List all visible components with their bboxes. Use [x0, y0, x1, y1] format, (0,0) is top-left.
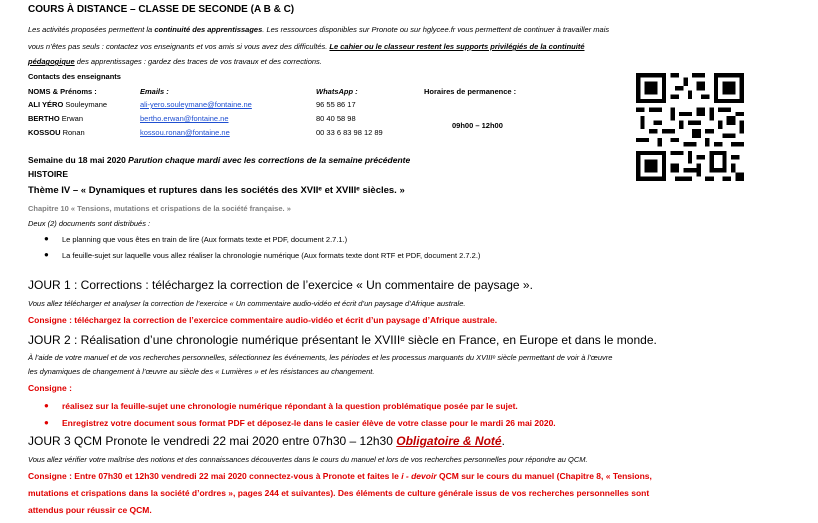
jour3-description: Vous allez vérifier votre maîtrise des notions et des connaissances découvertes dans le cours du manuel et lors de vos recherches personnelles pour répondre au QCM. [28, 455, 588, 464]
teacher-firstname: Erwan [59, 114, 84, 123]
teacher-email-link[interactable]: kossou.ronan@fontaine.ne [140, 128, 230, 137]
header-whatsapp: WhatsApp : [316, 87, 358, 96]
bullet-icon: ● [44, 418, 49, 427]
jour3-heading-text: JOUR 3 QCM Pronote le vendredi 22 mai 2020 entre 07h30 – 12h30 [28, 434, 397, 448]
jour2-consigne-item: réalisez sur la feuille-sujet une chronologie numérique répondant à la question problématique posée par le sujet. [62, 401, 518, 411]
header-names: NOMS & Prénoms : [28, 87, 97, 96]
intro-emphasis: continuité des apprentissages [154, 25, 263, 34]
teacher-name [28, 114, 83, 123]
qr-code-icon[interactable] [636, 73, 744, 181]
jour3-consigne-text: QCM sur le cours du manuel (Chapitre 8, « Tensions, [436, 471, 652, 481]
bullet-icon: ● [44, 234, 49, 243]
intro-emphasis: Le cahier ou le classeur restent les supports privilégiés de la continuité [329, 42, 585, 51]
subject-heading: HISTOIRE [28, 169, 68, 179]
theme-title: Thème IV – « Dynamiques et ruptures dans les sociétés des XVIIᵉ et XVIIIᵉ siècles. » [28, 185, 405, 196]
teacher-email-link[interactable]: bertho.erwan@fontaine.ne [140, 114, 229, 123]
intro-text: des apprentissages : gardez des traces de vos travaux et des corrections. [74, 57, 322, 66]
office-hours: 09h00 – 12h00 [452, 121, 503, 130]
teacher-name [28, 128, 85, 137]
intro-text: Les activités proposées permettent la [28, 25, 155, 34]
bullet-icon: ● [44, 401, 49, 410]
jour1-heading: JOUR 1 : Corrections : téléchargez la correction de l’exercice « Un commentaire de paysage ». [28, 278, 533, 292]
header-emails: Emails : [140, 87, 169, 96]
jour3-mandatory-label: Obligatoire & Noté [396, 434, 502, 448]
jour3-heading [28, 434, 505, 448]
jour2-description: À l’aide de votre manuel et de vos recherches personnelles, sélectionnez les événements, les périodes et les processus marquants du XVIIIᵉ siècle permettant de voir à l’œuvre [28, 353, 613, 362]
docs-intro: Deux (2) documents sont distribués : [28, 219, 151, 228]
header-hours: Horaires de permanence : [424, 87, 517, 96]
intro-line-1 [28, 25, 609, 34]
jour3-consigne-line [28, 471, 652, 481]
teacher-firstname: Ronan [60, 128, 85, 137]
page-title: COURS À DISTANCE – CLASSE DE SECONDE (A B & C) [28, 4, 295, 15]
jour3-consigne-text: i - devoir [401, 471, 437, 481]
intro-emphasis: pédagogique [28, 57, 75, 66]
jour3-consigne-line: attendus pour réussir ce QCM. [28, 505, 152, 515]
teacher-phone: 00 33 6 83 98 12 89 [316, 128, 383, 137]
teacher-lastname: BERTHO [28, 114, 60, 123]
teacher-firstname: Souleymane [63, 100, 108, 109]
week-note: Parution chaque mardi avec les corrections de la semaine précédente [128, 155, 411, 165]
week-line [28, 155, 410, 165]
jour3-consigne-line: mutations et crispations dans la société d’ordres », pages 244 et suivantes). Des éléments de culture générale issus de vos recherches personnelles sont [28, 488, 650, 498]
jour3-heading-text: . [501, 434, 505, 448]
teacher-lastname: KOSSOU [28, 128, 61, 137]
document-item: Le planning que vous êtes en train de lire (Aux formats texte et PDF, document 2.7.1.) [62, 235, 348, 244]
jour2-heading: JOUR 2 : Réalisation d’une chronologie numérique présentant le XVIIIᵉ siècle en France, en Europe et dans le monde. [28, 333, 657, 347]
intro-line-2 [28, 42, 585, 51]
jour3-consigne-text: Consigne : Entre 07h30 et 12h30 vendredi 22 mai 2020 connectez-vous à Pronote et faites le [28, 471, 402, 481]
intro-text: . Les ressources disponibles sur Pronote ou sur hglycee.fr vous permettent de continuer à travailler mais [262, 25, 610, 34]
intro-line-3 [28, 57, 322, 66]
jour2-consigne-label: Consigne : [28, 383, 72, 393]
contacts-heading: Contacts des enseignants [28, 72, 121, 81]
teacher-name [28, 100, 107, 109]
jour1-consigne: Consigne : téléchargez la correction de l’exercice commentaire audio-vidéo et écrit d’un paysage d’Afrique australe. [28, 315, 498, 325]
teacher-email-link[interactable]: ali-yero.souleymane@fontaine.ne [140, 100, 252, 109]
jour2-consigne-item: Enregistrez votre document sous format PDF et déposez-le dans le casier élève de votre classe pour le mardi 26 mai 2020. [62, 418, 556, 428]
teacher-lastname: ALI YÉRO [28, 100, 64, 109]
bullet-icon: ● [44, 250, 49, 259]
intro-text: vous n’êtes pas seuls : contactez vos enseignants et vos amis si vous avez des difficultés. [28, 42, 330, 51]
week-label: Semaine du 18 mai 2020 [28, 155, 129, 165]
chapter-title: Chapitre 10 « Tensions, mutations et crispations de la société française. » [28, 204, 291, 213]
jour1-description: Vous allez télécharger et analyser la correction de l’exercice « Un commentaire audio-vidéo et écrit d’un paysage d’Afrique australe. [28, 299, 466, 308]
teacher-phone: 80 40 58 98 [316, 114, 356, 123]
document-item: La feuille-sujet sur laquelle vous allez réaliser la chronologie numérique (Aux formats texte dont RTF et PDF, document 2.7.2.) [62, 251, 481, 260]
jour2-description: les dynamiques de changement à l’œuvre au siècle des « Lumières » et les résistances au changement. [28, 367, 375, 376]
teacher-phone: 96 55 86 17 [316, 100, 356, 109]
